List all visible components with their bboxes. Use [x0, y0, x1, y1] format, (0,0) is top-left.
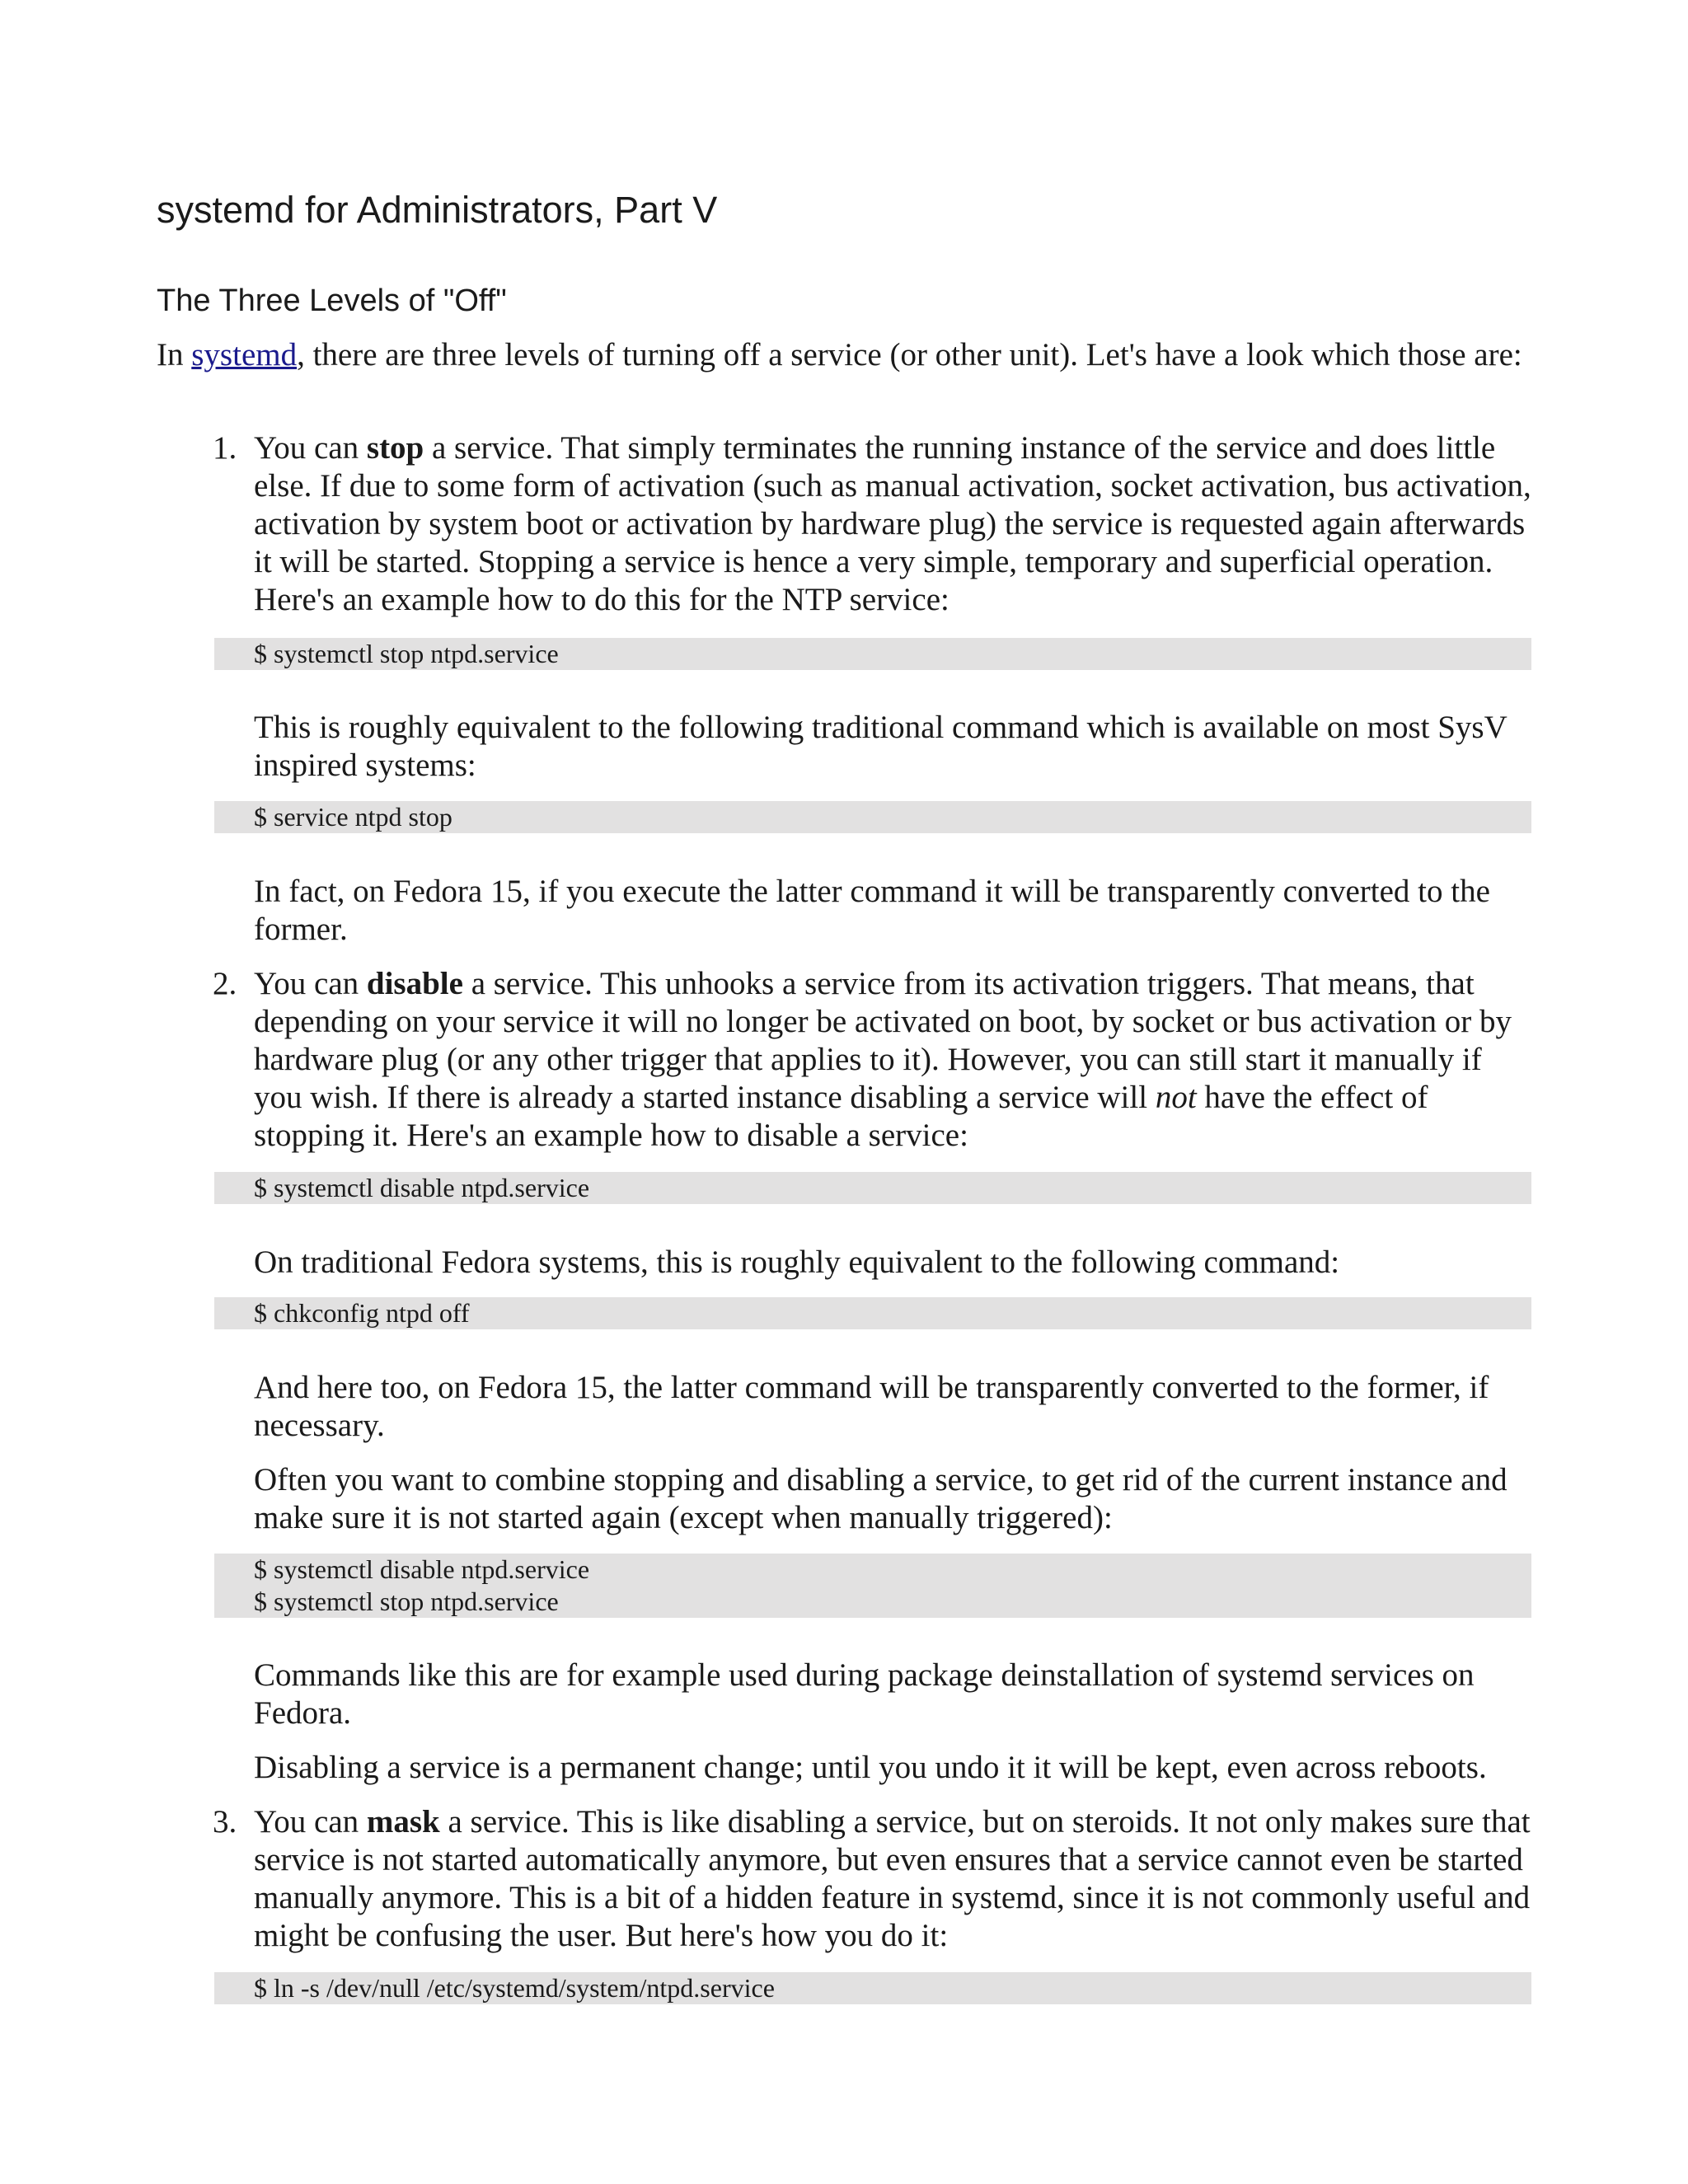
list-item-text: You can: [254, 966, 367, 1001]
list-item-text: a service. That simply terminates the running instance of the service and does little else. If due to some form of activation (such as manual activation, socket activation, bus activation, activation by system boot or activation by hardware plug) the service is requested again afterwards it will be started. Stopping a service is hence a very simple, temporary and superficial operation. Here's an example how to do this for the NTP service:: [254, 430, 1531, 617]
systemd-link[interactable]: systemd: [191, 337, 298, 373]
code-line: $ systemctl disable ntpd.service: [254, 1554, 590, 1584]
list-item-text: a service. This is like disabling a service, but on steroids. It not only makes sure that service is not started automatically anymore, but even ensures that a service cannot even be started manually anymore. This is a bit of a hidden feature in systemd, since it is not commonly useful and might be confusing the user. But here's how you do it:: [254, 1804, 1531, 1953]
code-block: $ systemctl stop ntpd.service: [214, 638, 1531, 670]
paragraph: In fact, on Fedora 15, if you execute the latter command it will be transparently converted to the former.: [254, 874, 1490, 947]
list-number: 3.: [213, 1804, 237, 1840]
code-block: $ systemctl disable ntpd.service: [214, 1172, 1531, 1204]
code-block: $ service ntpd stop: [214, 801, 1531, 833]
paragraph: This is roughly equivalent to the following traditional command which is available on most SysV inspired systems:: [254, 710, 1507, 783]
list-item-2: [213, 965, 1536, 1155]
list-item-1: [213, 429, 1536, 619]
intro-paragraph: [157, 336, 1533, 374]
code-block: $ chkconfig ntpd off: [214, 1297, 1531, 1329]
paragraph: Often you want to combine stopping and disabling a service, to get rid of the current instance and make sure it is not started again (except when manually triggered):: [254, 1462, 1507, 1535]
list-item-text: You can: [254, 1804, 367, 1840]
intro-after-link: , there are three levels of turning off a service (or other unit). Let's have a look which those are:: [297, 337, 1522, 373]
emphasis-not: not: [1155, 1080, 1197, 1115]
code-line: $ systemctl stop ntpd.service: [254, 1586, 559, 1616]
section-heading: The Three Levels of "Off": [157, 284, 507, 318]
list-item-3: [213, 1803, 1536, 1955]
paragraph: And here too, on Fedora 15, the latter command will be transparently converted to the former, if necessary.: [254, 1370, 1489, 1443]
list-number: 2.: [213, 966, 237, 1001]
intro-before-link: In: [157, 337, 192, 373]
keyword-mask: mask: [366, 1804, 440, 1840]
list-number: 1.: [213, 430, 237, 466]
list-item-text: You can: [254, 430, 367, 466]
list-item-text: have the effect of stopping it. Here's an example how to disable a service:: [254, 1080, 1428, 1153]
paragraph: Commands like this are for example used during package deinstallation of systemd services on Fedora.: [254, 1657, 1475, 1731]
page-title: systemd for Administrators, Part V: [157, 189, 718, 231]
paragraph: Disabling a service is a permanent change; until you undo it it will be kept, even across reboots.: [254, 1750, 1487, 1785]
list-item-text: a service. This unhooks a service from its activation triggers. That means, that depending on your service it will no longer be activated on boot, by socket or bus activation or by hardware plug (or any other trigger that applies to it). However, you can still start it manually if you wish. If there is already a started instance disabling a service will: [254, 966, 1512, 1115]
code-block-multiline: [214, 1554, 1531, 1618]
keyword-disable: disable: [366, 966, 463, 1001]
keyword-stop: stop: [366, 430, 424, 466]
paragraph: On traditional Fedora systems, this is roughly equivalent to the following command:: [254, 1244, 1340, 1280]
code-block: $ ln -s /dev/null /etc/systemd/system/ntpd.service: [214, 1972, 1531, 2004]
